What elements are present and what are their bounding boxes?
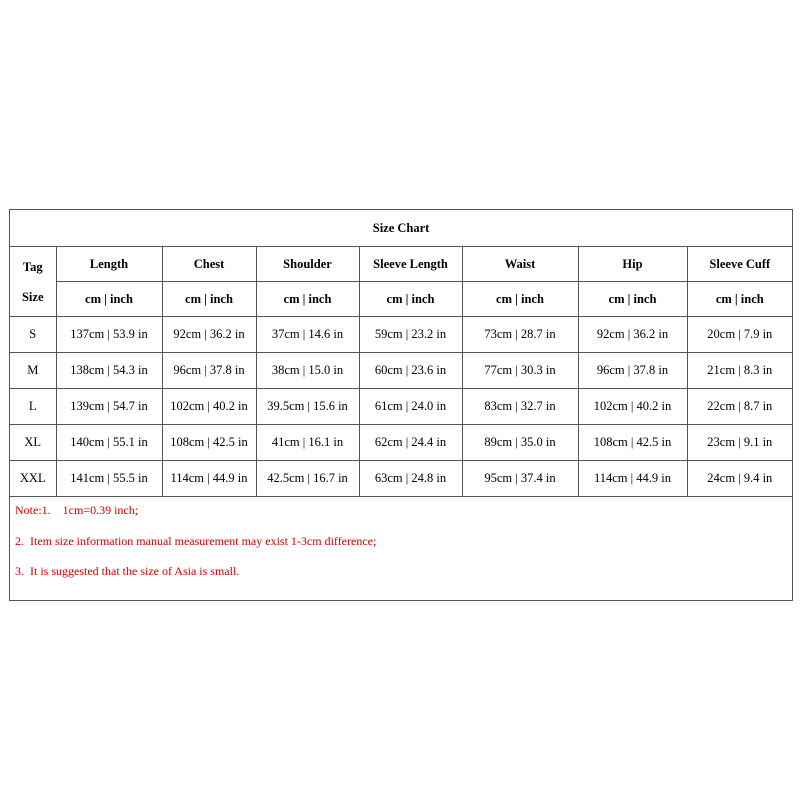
value-cell: 139cm | 54.7 in — [56, 389, 162, 425]
value-cell: 24cm | 9.4 in — [687, 461, 792, 497]
value-cell: 63cm | 24.8 in — [359, 461, 462, 497]
tag-label: Tag — [22, 259, 43, 274]
column-header-waist: Waist — [462, 247, 578, 282]
table-row — [10, 317, 792, 353]
table-row — [10, 353, 792, 389]
column-header-hip: Hip — [578, 247, 687, 282]
value-cell: 140cm | 55.1 in — [56, 425, 162, 461]
value-cell: 23cm | 9.1 in — [687, 425, 792, 461]
value-cell: 92cm | 36.2 in — [162, 317, 256, 353]
value-cell: 38cm | 15.0 in — [256, 353, 359, 389]
value-cell: 62cm | 24.4 in — [359, 425, 462, 461]
size-cell: XL — [10, 425, 56, 461]
size-cell: M — [10, 353, 56, 389]
value-cell: 96cm | 37.8 in — [162, 353, 256, 389]
value-cell: 60cm | 23.6 in — [359, 353, 462, 389]
value-cell: 141cm | 55.5 in — [56, 461, 162, 497]
unit-header: cm | inch — [359, 282, 462, 317]
value-cell: 42.5cm | 16.7 in — [256, 461, 359, 497]
column-header-sleeve-cuff: Sleeve Cuff — [687, 247, 792, 282]
value-cell: 37cm | 14.6 in — [256, 317, 359, 353]
column-header-chest: Chest — [162, 247, 256, 282]
value-cell: 114cm | 44.9 in — [162, 461, 256, 497]
value-cell: 108cm | 42.5 in — [578, 425, 687, 461]
tag-size-header — [10, 247, 56, 317]
unit-header: cm | inch — [462, 282, 578, 317]
table-row — [10, 425, 792, 461]
value-cell: 39.5cm | 15.6 in — [256, 389, 359, 425]
value-cell: 137cm | 53.9 in — [56, 317, 162, 353]
value-cell: 83cm | 32.7 in — [462, 389, 578, 425]
unit-header: cm | inch — [578, 282, 687, 317]
column-header-sleeve-length: Sleeve Length — [359, 247, 462, 282]
value-cell: 21cm | 8.3 in — [687, 353, 792, 389]
unit-header: cm | inch — [162, 282, 256, 317]
unit-header: cm | inch — [56, 282, 162, 317]
table-row — [10, 461, 792, 497]
note-line: 2. Item size information manual measurement may exist 1-3cm difference; — [15, 534, 377, 548]
value-cell: 96cm | 37.8 in — [578, 353, 687, 389]
size-table — [10, 210, 792, 497]
value-cell: 102cm | 40.2 in — [578, 389, 687, 425]
value-cell: 61cm | 24.0 in — [359, 389, 462, 425]
value-cell: 114cm | 44.9 in — [578, 461, 687, 497]
size-chart — [9, 209, 793, 601]
size-label: Size — [21, 289, 44, 304]
column-header-shoulder: Shoulder — [256, 247, 359, 282]
unit-header: cm | inch — [687, 282, 792, 317]
size-cell: XXL — [10, 461, 56, 497]
value-cell: 138cm | 54.3 in — [56, 353, 162, 389]
value-cell: 41cm | 16.1 in — [256, 425, 359, 461]
size-cell: L — [10, 389, 56, 425]
value-cell: 92cm | 36.2 in — [578, 317, 687, 353]
value-cell: 22cm | 8.7 in — [687, 389, 792, 425]
note-line: 3. It is suggested that the size of Asia is small. — [15, 564, 240, 578]
value-cell: 77cm | 30.3 in — [462, 353, 578, 389]
value-cell: 89cm | 35.0 in — [462, 425, 578, 461]
value-cell: 59cm | 23.2 in — [359, 317, 462, 353]
unit-header: cm | inch — [256, 282, 359, 317]
notes-section — [10, 497, 792, 586]
note-line: Note:1. 1cm=0.39 inch; — [15, 503, 139, 517]
value-cell: 73cm | 28.7 in — [462, 317, 578, 353]
value-cell: 95cm | 37.4 in — [462, 461, 578, 497]
table-row — [10, 389, 792, 425]
value-cell: 20cm | 7.9 in — [687, 317, 792, 353]
size-cell: S — [10, 317, 56, 353]
chart-title: Size Chart — [10, 210, 792, 247]
value-cell: 102cm | 40.2 in — [162, 389, 256, 425]
value-cell: 108cm | 42.5 in — [162, 425, 256, 461]
column-header-length: Length — [56, 247, 162, 282]
